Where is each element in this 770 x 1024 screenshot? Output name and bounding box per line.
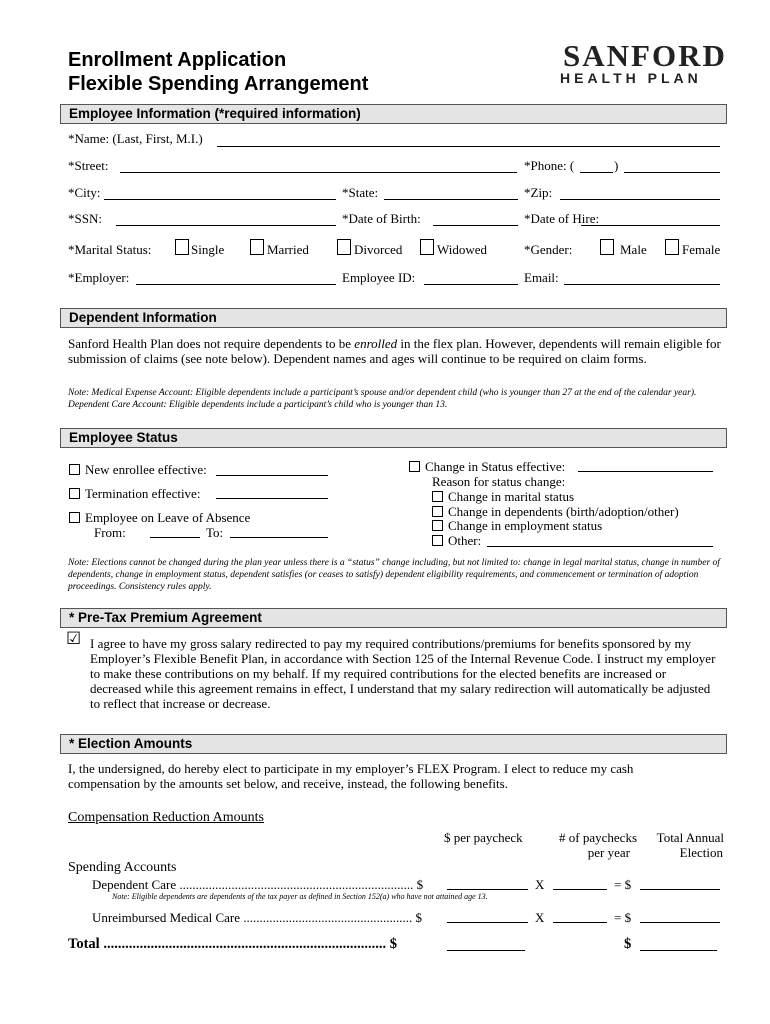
unreimbursed-x: X [535, 910, 545, 925]
city-field[interactable] [104, 199, 336, 200]
gender-label: *Gender: [524, 242, 573, 257]
other-checkbox[interactable] [432, 535, 443, 546]
single-checkbox[interactable] [175, 239, 189, 255]
doh-field[interactable] [581, 225, 720, 226]
zip-field[interactable] [560, 199, 720, 200]
phone-number-field[interactable] [624, 172, 720, 173]
dependent-info-note: Note: Medical Expense Account: Eligible dependents include a participant’s spouse and/or dependent child (who is younger than 27 at the end of the calendar year). Dependent Care Account: Eligible dependents include a participant’s child who is younger than 13. [68, 388, 697, 410]
new-enrollee-checkbox[interactable] [69, 464, 80, 475]
new-enrollee-label: New enrollee effective: [85, 462, 207, 477]
spending-accounts-heading: Spending Accounts [68, 860, 177, 875]
unreimbursed-eq: = $ [614, 910, 632, 925]
email-field[interactable] [564, 284, 720, 285]
leave-label: Employee on Leave of Absence [85, 510, 251, 525]
pretax-agreement-text: I agree to have my gross salary redirected to pay my required contributions/premiums for benefits sponsored by my Employer’s Flexible Benefit Plan, in accordance with Section 125 of the Internal Revenue Code. I instruct my employer to make these contributions on my behalf. If my required contributions for the elected benefits are increased or decreased while this agreement remains in effect, I understand that my salary redirection will automatically be adjusted to reflect that increase or decrease. [90, 636, 716, 711]
divorced-label: Divorced [354, 242, 403, 257]
other-field[interactable] [487, 546, 713, 547]
marital-change-checkbox[interactable] [432, 491, 443, 502]
unreimbursed-count-field[interactable] [553, 922, 607, 923]
col-total-line1: Total Annual [656, 830, 724, 845]
married-checkbox[interactable] [250, 239, 264, 255]
election-header: * Election Amounts [60, 734, 727, 754]
dependent-info-text: Sanford Health Plan does not require dependents to be enrolled in the flex plan. However, dependents will remain eligible for submission of claims (see note below). Dependent names and ages will continue to be required on claim forms. [68, 336, 721, 366]
total-paycheck-field[interactable] [447, 950, 525, 951]
street-label: *Street: [68, 158, 109, 173]
email-label: Email: [524, 270, 559, 285]
marital-change-label: Change in marital status [448, 489, 575, 504]
reason-label: Reason for status change: [432, 474, 566, 489]
form-title-line1: Enrollment Application [68, 49, 287, 71]
employee-status-header: Employee Status [60, 428, 727, 448]
change-status-label: Change in Status effective: [425, 459, 566, 474]
termination-checkbox[interactable] [69, 488, 80, 499]
employment-change-checkbox[interactable] [432, 520, 443, 531]
dependents-change-checkbox[interactable] [432, 506, 443, 517]
total-label: Total .............................................................................. $ [68, 936, 397, 952]
male-label: Male [620, 242, 647, 257]
divorced-checkbox[interactable] [337, 239, 351, 255]
new-enrollee-field[interactable] [216, 475, 328, 476]
single-label: Single [191, 242, 225, 257]
dependent-care-total-field[interactable] [640, 889, 720, 890]
zip-label: *Zip: [524, 185, 553, 200]
phone-label: *Phone: ( [524, 158, 575, 173]
employer-label: *Employer: [68, 270, 130, 285]
ssn-field[interactable] [116, 225, 336, 226]
dependents-change-label: Change in dependents (birth/adoption/other) [448, 504, 679, 519]
total-annual-field[interactable] [640, 950, 717, 951]
employer-field[interactable] [136, 284, 336, 285]
termination-label: Termination effective: [85, 486, 201, 501]
employee-info-header: Employee Information (*required information) [60, 104, 727, 124]
widowed-label: Widowed [437, 242, 488, 257]
ssn-label: *SSN: [68, 211, 102, 226]
female-label: Female [682, 242, 721, 257]
leave-from-label: From: [94, 525, 126, 540]
married-label: Married [267, 242, 309, 257]
widowed-checkbox[interactable] [420, 239, 434, 255]
state-field[interactable] [384, 199, 518, 200]
marital-label: *Marital Status: [68, 242, 152, 257]
dependent-care-label: Dependent Care ........................................................................ $ [92, 877, 424, 892]
street-field[interactable] [120, 172, 517, 173]
name-label: *Name: (Last, First, M.I.) [68, 131, 203, 146]
dependent-care-eq: = $ [614, 877, 632, 892]
form-title-line2: Flexible Spending Arrangement [68, 73, 369, 95]
female-checkbox[interactable] [665, 239, 679, 255]
compensation-heading: Compensation Reduction Amounts [68, 810, 264, 825]
city-label: *City: [68, 185, 101, 200]
pretax-agree-checkbox[interactable]: ☑ [66, 629, 82, 649]
male-checkbox[interactable] [600, 239, 614, 255]
employment-change-label: Change in employment status [448, 518, 603, 533]
dependent-care-count-field[interactable] [553, 889, 607, 890]
pretax-header: * Pre-Tax Premium Agreement [60, 608, 727, 628]
doh-label: *Date of Hire: [524, 211, 600, 226]
leave-to-label: To: [206, 525, 224, 540]
dependent-info-header: Dependent Information [60, 308, 727, 328]
col-total-line2: Election [679, 845, 723, 860]
dob-field[interactable] [433, 225, 518, 226]
unreimbursed-medical-label: Unreimbursed Medical Care .................................................... $ [92, 910, 423, 925]
phone-close-paren: ) [614, 158, 619, 173]
change-status-field[interactable] [578, 471, 713, 472]
col-per-paycheck: $ per paycheck [444, 830, 523, 845]
dependent-care-x: X [535, 877, 545, 892]
state-label: *State: [342, 185, 379, 200]
dob-label: *Date of Birth: [342, 211, 421, 226]
change-status-checkbox[interactable] [409, 461, 420, 472]
unreimbursed-paycheck-field[interactable] [447, 922, 528, 923]
other-label: Other: [448, 533, 482, 548]
name-field[interactable] [217, 146, 720, 147]
col-paychecks-line1: # of paychecks [559, 830, 637, 845]
logo-name: SANFORD [563, 38, 727, 73]
employee-id-label: Employee ID: [342, 270, 416, 285]
employee-id-field[interactable] [424, 284, 518, 285]
termination-field[interactable] [216, 498, 328, 499]
logo-subtitle: HEALTH PLAN [560, 70, 702, 86]
leave-from-field[interactable] [150, 537, 200, 538]
unreimbursed-total-field[interactable] [640, 922, 720, 923]
leave-to-field[interactable] [230, 537, 328, 538]
employee-status-note: Note: Elections cannot be changed during the plan year unless there is a “status” change including, but not limited to: change in legal marital status, change in number of dependents, change in employment status, dependent satisfies (or ceases to satisfy) dependent eligibility requirements, and commencement or termination of adoption proceedings. Consistency rules apply. [68, 558, 720, 592]
col-paychecks-line2: per year [587, 845, 630, 860]
total-dollar-sign: $ [624, 936, 632, 952]
dependent-care-note: Note: Eligible dependents are dependents of the tax payer as defined in Section 152(a) who have not attained age 13. [112, 892, 488, 901]
leave-checkbox[interactable] [69, 512, 80, 523]
dependent-care-paycheck-field[interactable] [447, 889, 528, 890]
election-intro: I, the undersigned, do hereby elect to participate in my employer’s FLEX Program. I elect to reduce my cash compensation by the amounts set below, and receive, instead, the following benefits. [68, 761, 634, 791]
phone-area-field[interactable] [580, 172, 613, 173]
